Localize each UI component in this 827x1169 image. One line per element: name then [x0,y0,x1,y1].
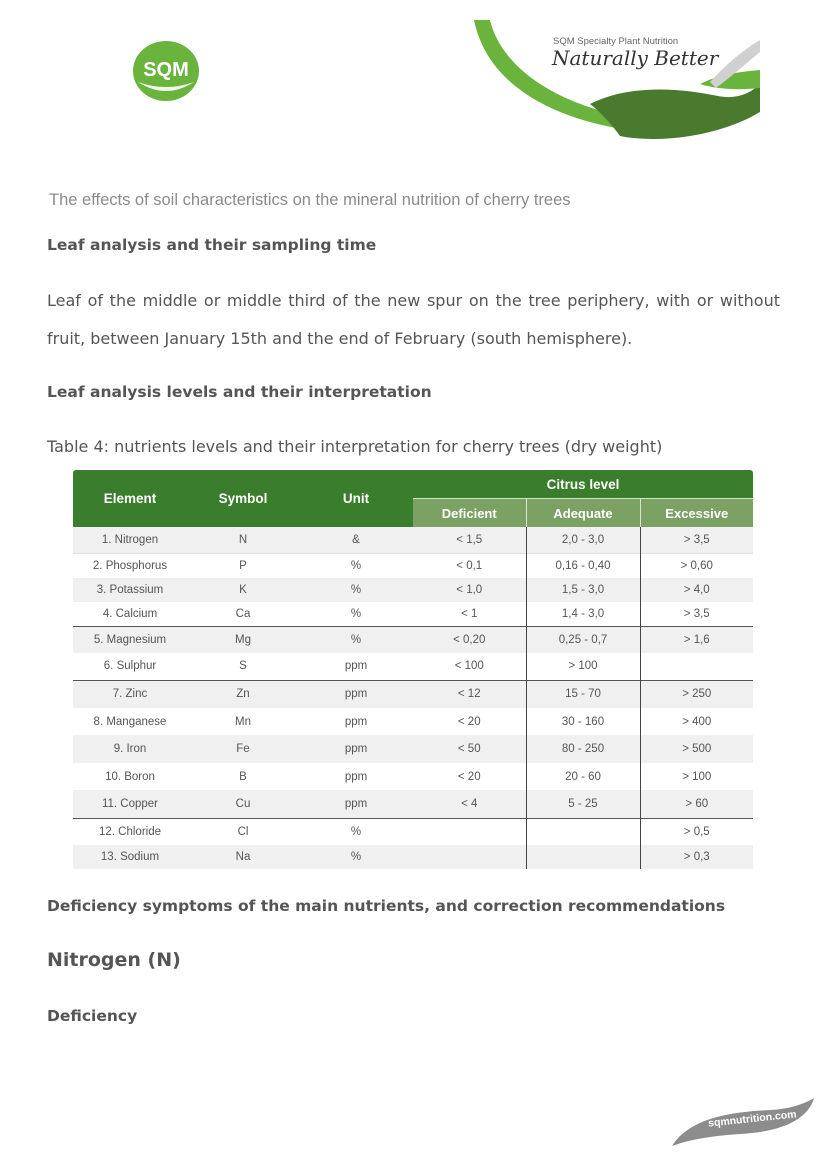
cell-deficient: < 1,5 [413,527,526,553]
cell-excessive: > 3,5 [640,527,753,553]
cell-unit: % [299,578,413,602]
table-row [73,626,753,653]
header-element: Element [73,470,187,527]
heading-leaf-analysis-levels: Leaf analysis levels and their interpretation [47,383,432,401]
cell-element: 9. Iron [73,735,187,763]
cell-excessive: > 0,60 [640,553,753,578]
cell-deficient: < 50 [413,735,526,763]
cell-symbol: Fe [187,735,299,763]
cell-unit: % [299,626,413,653]
table-row [73,708,753,735]
header-excessive: Excessive [640,499,753,528]
cell-adequate: 1,4 - 3,0 [526,602,640,627]
cell-excessive: > 4,0 [640,578,753,602]
cell-element: 13. Sodium [73,845,187,869]
cell-element: 6. Sulphur [103,660,157,673]
cell-unit: ppm [299,680,413,708]
cell-unit: ppm [299,735,413,763]
cell-symbol: K [187,578,299,602]
brand-tagline: Naturally Better [552,46,719,70]
cell-element: 3. Potassium [73,578,187,602]
cell-deficient: < 100 [454,660,484,673]
cell-element: 10. Boron [105,770,155,783]
cell-unit: ppm [344,715,368,728]
cell-adequate: 0,25 - 0,7 [526,626,640,653]
cell-adequate: 30 - 160 [526,708,640,735]
cell-excessive: > 0,5 [640,818,753,845]
header-symbol: Symbol [187,470,299,527]
cell-excessive: > 1,6 [640,626,753,653]
cell-excessive: > 60 [640,790,753,818]
cell-excessive: > 400 [640,708,753,735]
cell-excessive [640,653,753,680]
header-unit: Unit [299,470,413,527]
table-row [73,578,753,602]
table-row [73,790,753,818]
cell-unit: % [350,607,362,620]
table-row [73,763,753,790]
footer-url: sqmnutrition.com [707,1108,798,1130]
heading-leaf-analysis-sampling: Leaf analysis and their sampling time [47,236,377,254]
cell-deficient: < 20 [457,770,481,783]
header-citrus-level: Citrus level [413,470,753,499]
cell-deficient: < 0,1 [413,553,526,578]
cell-element: 5. Magnesium [73,626,187,653]
table-row [73,653,753,680]
cell-symbol: Cu [187,790,299,818]
cell-unit: ppm [299,790,413,818]
cell-unit: % [299,845,413,869]
cell-symbol: S [239,660,247,673]
cell-adequate: 80 - 250 [526,735,640,763]
cell-unit: ppm [344,770,368,783]
cell-excessive: > 100 [640,763,753,790]
heading-deficiency: Deficiency [47,1007,138,1025]
cell-adequate [526,818,640,845]
cell-element: 12. Chloride [73,818,187,845]
cell-symbol: Mn [235,715,251,728]
cell-symbol: Mg [187,626,299,653]
cell-deficient [413,818,526,845]
cell-symbol: Zn [187,680,299,708]
logo-text: SQM [143,59,189,81]
document-subtitle: The effects of soil characteristics on the mineral nutrition of cherry trees [49,191,571,209]
table-row [73,602,753,627]
cell-deficient: < 0,20 [413,626,526,653]
cell-adequate: 15 - 70 [526,680,640,708]
cell-element: 7. Zinc [73,680,187,708]
nutrient-levels-table [73,470,753,869]
cell-symbol: B [239,770,247,783]
cell-deficient: < 1,0 [413,578,526,602]
cell-unit: & [299,527,413,553]
cell-adequate: 2,0 - 3,0 [526,527,640,553]
cell-adequate: 5 - 25 [526,790,640,818]
cell-unit: % [299,818,413,845]
cell-symbol: P [187,553,299,578]
cell-excessive: > 500 [640,735,753,763]
header-adequate: Adequate [526,499,640,528]
cell-excessive: > 0,3 [640,845,753,869]
cell-adequate: 0,16 - 0,40 [526,553,640,578]
cell-excessive: > 3,5 [640,602,753,627]
cell-symbol: Cl [187,818,299,845]
sampling-paragraph: Leaf of the middle or middle third of the new spur on the tree periphery, with or without fruit, between January 15th and the end of February (south hemisphere). [47,291,780,348]
cell-symbol: N [187,527,299,553]
cell-unit: % [299,553,413,578]
cell-deficient: < 12 [413,680,526,708]
cell-deficient: < 4 [413,790,526,818]
cell-adequate [526,845,640,869]
cell-element: 2. Phosphorus [73,553,187,578]
cell-symbol: Ca [235,607,251,620]
heading-deficiency-symptoms: Deficiency symptoms of the main nutrients, and correction recommendations [47,897,726,915]
cell-element: 11. Copper [73,790,187,818]
table-row [73,735,753,763]
cell-deficient [413,845,526,869]
table-row [73,818,753,845]
cell-unit: ppm [344,660,368,673]
header-deficient: Deficient [413,499,526,528]
table-row [73,527,753,553]
brand-name: SQM Specialty Plant Nutrition [553,36,679,47]
table-caption: Table 4: nutrients levels and their interpretation for cherry trees (dry weight) [47,437,663,456]
cell-deficient: < 1 [461,607,478,620]
table-row [73,845,753,869]
cell-element: 8. Manganese [93,715,167,728]
table-row [73,553,753,578]
cell-adequate: 1,5 - 3,0 [526,578,640,602]
cell-symbol: Na [187,845,299,869]
cell-adequate: 20 - 60 [526,763,640,790]
cell-adequate: > 100 [526,653,640,680]
cell-element: 1. Nitrogen [73,527,187,553]
cell-deficient: < 20 [457,715,481,728]
heading-nitrogen: Nitrogen (N) [47,949,181,971]
table-row [73,680,753,708]
cell-excessive: > 250 [640,680,753,708]
cell-element: 4. Calcium [102,607,158,620]
sqm-logo [132,40,200,102]
